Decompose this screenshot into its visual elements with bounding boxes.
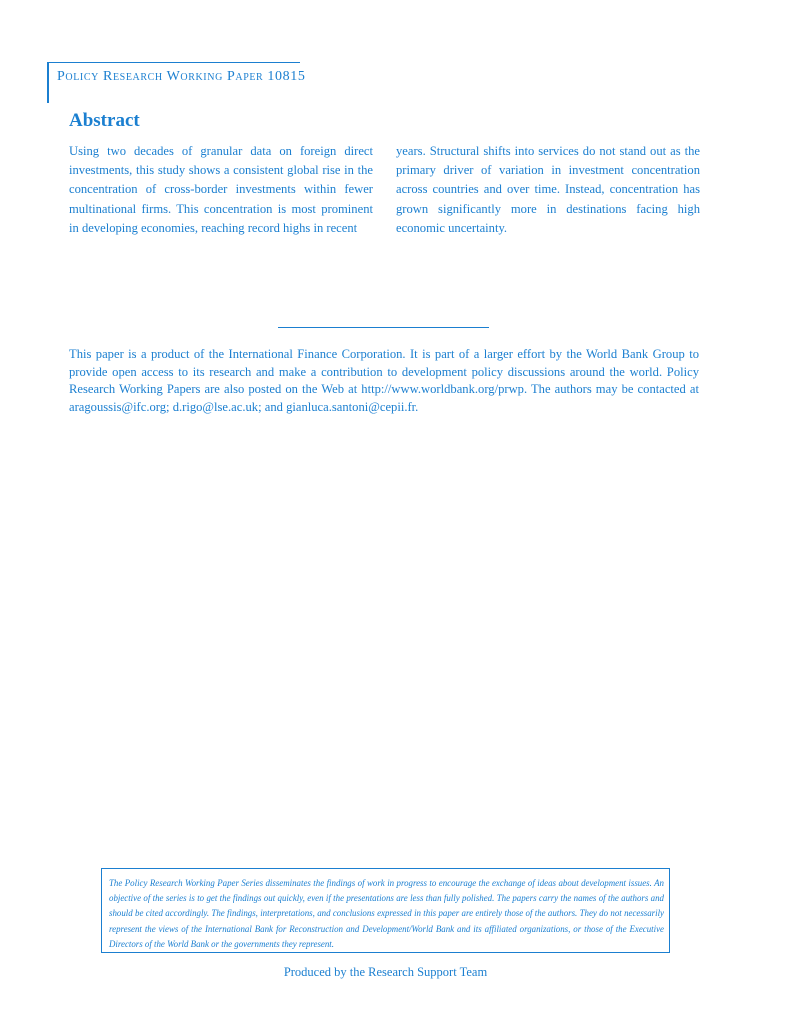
abstract-left-column: Using two decades of granular data on foreign direct investments, this study shows a consistent global rise in the concentration of cross-border investments within fewer multinational firms. This concentration is most prominent in developing economies, reaching record highs in recent (69, 144, 373, 235)
series-header (47, 62, 306, 103)
series-title: Policy Research Working Paper 10815 (57, 69, 306, 84)
section-divider (278, 327, 489, 328)
abstract-right-column: years. Structural shifts into services do not stand out as the primary driver of variation in investment concentration across countries and over time. Instead, concentration has grown significantly more in destinations facing high economic uncertainty. (396, 144, 700, 235)
footer-credit: Produced by the Research Support Team (283, 965, 488, 979)
abstract-heading: Abstract (69, 110, 140, 131)
disclaimer-text: The Policy Research Working Paper Series disseminates the findings of work in progress to encourage the exchange of ideas about development issues. An objective of the series is to get the findings out quickly, even if the presentations are less than fully polished. The papers carry the names of the authors and should be cited accordingly. The findings, interpretations, and conclusions expressed in this paper are entirely those of the authors. They do not necessarily represent the views of the International Bank for Reconstruction and Development/World Bank and its affiliated organizations, or those of the Executive Directors of the World Bank or the governments they represent. (109, 878, 664, 949)
product-note: This paper is a product of the International Finance Corporation. It is part of a larger effort by the World Bank Group to provide open access to its research and make a contribution to development policy discussions around the world. Policy Research Working Papers are also posted on the Web at http://www.worldbank.org/prwp. The authors may be contacted at aragoussis@ifc.org; d.rigo@lse.ac.uk; and gianluca.santoni@cepii.fr. (69, 347, 699, 415)
disclaimer-box (101, 868, 670, 953)
